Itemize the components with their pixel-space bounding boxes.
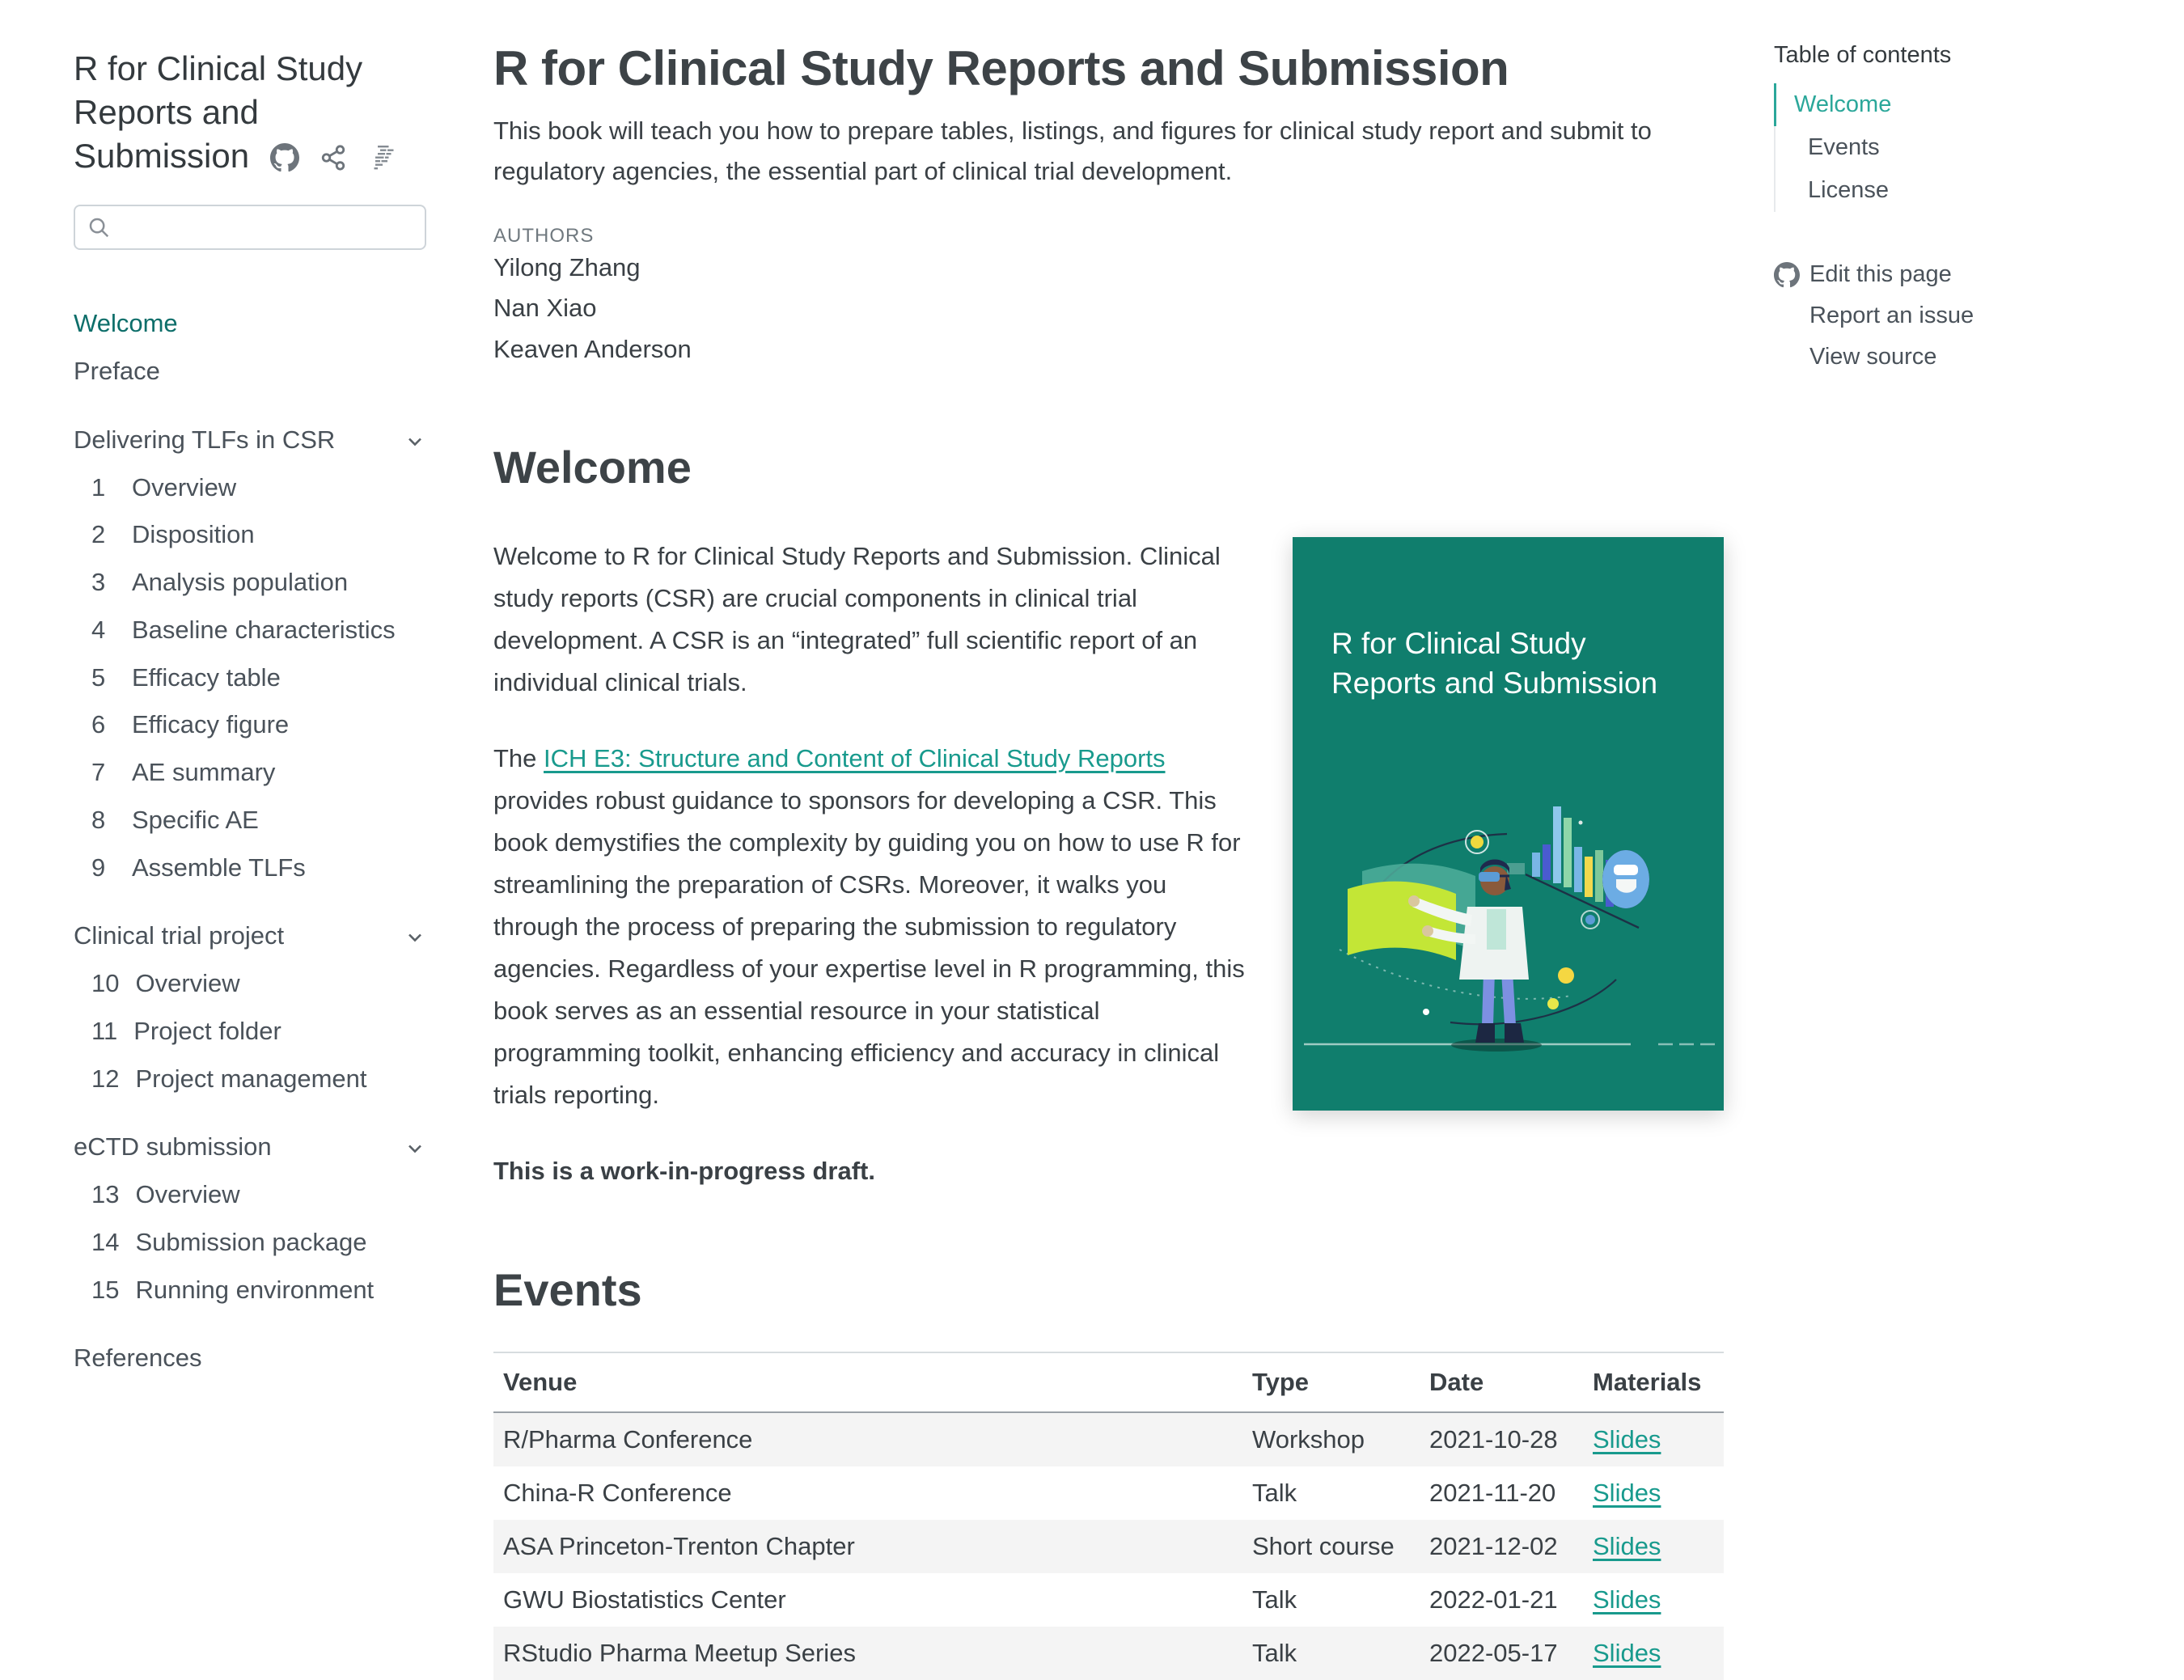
- paragraph2-suffix: provides robust guidance to sponsors for developing a CSR. This book demystifies the complexity by guiding you on how to use R for streamlining the preparation of CSRs. Moreover, it walks you through the process of preparing the submission to regulatory agencies. Regardless of your expertise level in R programming, this book serves as an essential resource in your statistical programming toolkit, enhancing efficiency and accuracy in clinical trials reporting.: [493, 785, 1245, 1109]
- table-row-r-pharma-conference: [493, 1412, 1724, 1466]
- table-row-gwu-biostatistics-center: [493, 1573, 1724, 1627]
- type-cell: Talk: [1252, 1638, 1297, 1667]
- venue-cell: R/Pharma Conference: [503, 1424, 753, 1454]
- paragraph2-prefix: The: [493, 743, 544, 772]
- table-row-asa-princeton-trenton-chapter: [493, 1520, 1724, 1573]
- sidebar-item-delivering-tlfs-in-csr[interactable]: [74, 417, 426, 464]
- sidebar-item-label: Disposition: [132, 520, 255, 549]
- sidebar-item-label: Efficacy table: [132, 662, 281, 692]
- toc: [1774, 42, 2033, 378]
- welcome-paragraph-1: Welcome to R for Clinical Study Reports and Submission. Clinical study reports (CSR) are crucial components in clinical trial development. A CSR is an “integrated” full scientific report of an individual clinical trials.: [493, 541, 1221, 696]
- chapter-number: 2: [91, 520, 106, 549]
- slides-link[interactable]: Slides: [1593, 1531, 1661, 1560]
- sidebar-item-label: Assemble TLFs: [132, 853, 306, 882]
- type-cell: Talk: [1252, 1585, 1297, 1614]
- sidebar-item-label: Preface: [74, 357, 160, 385]
- page-title: R for Clinical Study Reports and Submission: [493, 41, 1509, 95]
- welcome-heading: Welcome: [493, 441, 692, 493]
- sidebar-item-6-efficacy-figure[interactable]: [91, 701, 426, 749]
- chapter-number: 12: [91, 1064, 120, 1093]
- slides-link[interactable]: Slides: [1593, 1424, 1661, 1454]
- authors-list: [493, 248, 1724, 370]
- sidebar-item-3-analysis-population[interactable]: [91, 559, 426, 607]
- toc-tool-view-source[interactable]: [1774, 336, 2033, 378]
- book-cover-title: R for Clinical Study Reports and Submission: [1331, 626, 1658, 700]
- author-keaven-anderson: Keaven Anderson: [493, 334, 692, 363]
- sidebar-item-label: Project folder: [133, 1016, 281, 1045]
- venue-cell: GWU Biostatistics Center: [503, 1585, 786, 1614]
- type-cell: Short course: [1252, 1531, 1395, 1560]
- table-row-rstudio-pharma-meetup-series: [493, 1627, 1724, 1680]
- author-yilong-zhang: Yilong Zhang: [493, 253, 641, 282]
- chapter-number: 8: [91, 805, 106, 834]
- date-cell: 2022-05-17: [1429, 1638, 1558, 1667]
- venue-cell: RStudio Pharma Meetup Series: [503, 1638, 856, 1667]
- github-icon: [1774, 261, 1800, 288]
- sidebar-item-ectd-submission[interactable]: [74, 1124, 426, 1171]
- materials-cell: [1583, 1520, 1724, 1573]
- sidebar-item-label: Welcome: [74, 309, 178, 338]
- sidebar-item-welcome[interactable]: [74, 300, 426, 348]
- materials-cell: [1583, 1412, 1724, 1466]
- slides-link[interactable]: Slides: [1593, 1585, 1661, 1614]
- sidebar-item-label: AE summary: [132, 758, 276, 786]
- sidebar-item-14-submission-package[interactable]: [91, 1219, 426, 1267]
- chapter-number: 10: [91, 969, 120, 997]
- authors-block: [493, 225, 1724, 370]
- sidebar-item-7-ae-summary[interactable]: [91, 749, 426, 797]
- chapter-number: 3: [91, 568, 106, 596]
- chapter-number: 5: [91, 662, 106, 692]
- ich-e3-link[interactable]: ICH E3: Structure and Content of Clinical Study Reports: [544, 743, 1166, 772]
- date-cell: 2021-10-28: [1429, 1424, 1558, 1454]
- sidebar-item-2-disposition[interactable]: [91, 511, 426, 559]
- search-input[interactable]: [119, 214, 414, 241]
- book-cover-image: [1293, 537, 1724, 1111]
- welcome-text: [493, 535, 1246, 1192]
- toc-list: [1774, 83, 2033, 212]
- sidebar-item-13-overview[interactable]: [91, 1171, 426, 1219]
- sidebar-item-label: Overview: [132, 472, 237, 501]
- sidebar-item-5-efficacy-table[interactable]: [91, 654, 426, 702]
- sidebar-item-references[interactable]: [74, 1335, 426, 1382]
- code-lines-icon[interactable]: [368, 137, 397, 175]
- events-heading: Events: [493, 1263, 642, 1315]
- venue-cell: ASA Princeton-Trenton Chapter: [503, 1531, 855, 1560]
- share-icon[interactable]: [320, 137, 357, 175]
- sidebar-item-preface[interactable]: [74, 348, 426, 396]
- sidebar-item-label: Specific AE: [132, 805, 259, 834]
- toc-heading: Table of contents: [1774, 42, 1952, 68]
- toc-item-events[interactable]: Events: [1808, 134, 1880, 160]
- events-table: [493, 1352, 1724, 1680]
- sidebar-item-label: Running environment: [135, 1275, 375, 1304]
- toc-tool-edit-this-page[interactable]: [1774, 254, 2033, 295]
- chapter-number: 4: [91, 615, 106, 644]
- materials-cell: [1583, 1627, 1724, 1680]
- events-table-header: [493, 1352, 1724, 1412]
- search-box[interactable]: [74, 205, 426, 250]
- toc-tool-label: Edit this page: [1809, 261, 1952, 288]
- type-cell: Talk: [1252, 1478, 1297, 1507]
- sidebar-item-label: References: [74, 1344, 202, 1373]
- toc-item-license[interactable]: License: [1808, 177, 1889, 203]
- github-icon[interactable]: [270, 137, 309, 175]
- toc-item-welcome[interactable]: Welcome: [1774, 83, 2033, 126]
- sidebar-item-15-running-environment[interactable]: [91, 1267, 426, 1314]
- sidebar-item-label: Baseline characteristics: [132, 615, 396, 644]
- page-subtitle: This book will teach you how to prepare tables, listings, and figures for clinical study report and submit to regulatory agencies, the essential part of clinical trial development.: [493, 116, 1652, 185]
- sidebar-book-title: [74, 47, 426, 177]
- authors-label: AUTHORS: [493, 225, 595, 248]
- sidebar-item-label: Analysis population: [132, 568, 349, 596]
- materials-cell: [1583, 1466, 1724, 1520]
- chapter-number: 11: [91, 1016, 118, 1045]
- book-cover-illustration: [1293, 776, 1724, 1083]
- chapter-number: 1: [91, 472, 106, 501]
- chapter-number: 14: [91, 1227, 120, 1256]
- toc-tool-label: View source: [1809, 344, 1937, 370]
- chapter-number: 13: [91, 1180, 120, 1208]
- sidebar-item-label: eCTD submission: [74, 1132, 272, 1162]
- events-col-materials: Materials: [1583, 1352, 1724, 1412]
- sidebar-item-9-assemble-tlfs[interactable]: [91, 844, 426, 892]
- events-col-venue: Venue: [493, 1352, 1242, 1412]
- materials-cell: [1583, 1573, 1724, 1627]
- sidebar-item-label: Submission package: [135, 1227, 367, 1256]
- toc-tools: [1774, 254, 2033, 378]
- draft-note: This is a work-in-progress draft.: [493, 1156, 875, 1185]
- sidebar-item-10-overview[interactable]: [91, 960, 426, 1008]
- sidebar-item-1-overview[interactable]: [91, 464, 426, 512]
- date-cell: 2021-11-20: [1429, 1478, 1556, 1507]
- welcome-body: [493, 535, 1724, 1192]
- chapter-number: 7: [91, 758, 106, 786]
- chevron-down-icon[interactable]: [404, 425, 426, 456]
- main-content: [493, 40, 1724, 1680]
- sidebar-nav: [74, 300, 426, 1382]
- search-icon: [87, 215, 111, 239]
- chapter-number: 15: [91, 1275, 120, 1304]
- sidebar-item-label: Project management: [135, 1064, 367, 1093]
- welcome-paragraph-2: [493, 738, 1246, 1116]
- date-cell: 2022-01-21: [1429, 1585, 1558, 1614]
- chapter-number: 6: [91, 710, 106, 739]
- sidebar-item-8-specific-ae[interactable]: [91, 797, 426, 844]
- sidebar-item-12-project-management[interactable]: [91, 1056, 426, 1103]
- sidebar-item-clinical-trial-project[interactable]: [74, 912, 426, 960]
- author-nan-xiao: Nan Xiao: [493, 294, 597, 323]
- toc-tool-label: Report an issue: [1809, 303, 1974, 329]
- chevron-down-icon[interactable]: [404, 1132, 426, 1163]
- slides-link[interactable]: Slides: [1593, 1478, 1661, 1507]
- chapter-number: 9: [91, 853, 106, 882]
- date-cell: 2021-12-02: [1429, 1531, 1558, 1560]
- events-col-type: Type: [1242, 1352, 1420, 1412]
- chevron-down-icon[interactable]: [404, 920, 426, 952]
- venue-cell: China-R Conference: [503, 1478, 732, 1507]
- toc-tool-report-an-issue[interactable]: [1774, 295, 2033, 336]
- table-row-china-r-conference: [493, 1466, 1724, 1520]
- sidebar-item-label: Overview: [135, 969, 240, 997]
- sidebar-item-label: Clinical trial project: [74, 921, 285, 950]
- sidebar-item-label: Overview: [135, 1180, 240, 1208]
- sidebar-item-4-baseline-characteristics[interactable]: [91, 607, 426, 654]
- slides-link[interactable]: Slides: [1593, 1638, 1661, 1667]
- sidebar-book-title-text[interactable]: R for Clinical Study Reports and Submission: [74, 49, 363, 175]
- sidebar-item-label: Delivering TLFs in CSR: [74, 425, 336, 454]
- sidebar-item-11-project-folder[interactable]: [91, 1008, 426, 1056]
- sidebar-item-label: Efficacy figure: [132, 710, 290, 739]
- sidebar: [74, 47, 426, 1382]
- events-col-date: Date: [1420, 1352, 1583, 1412]
- type-cell: Workshop: [1252, 1424, 1365, 1454]
